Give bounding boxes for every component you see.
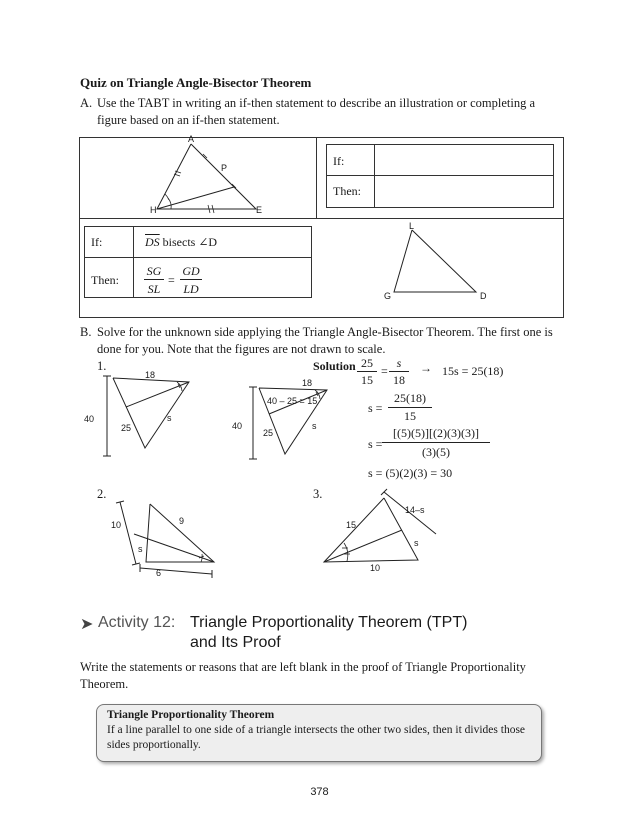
b3-s-label: s <box>414 538 419 548</box>
table-column-divider <box>316 137 317 219</box>
b3-bottom-label: 10 <box>370 563 381 573</box>
vertex-l-label: L <box>409 221 415 231</box>
arrow-icon: → <box>420 361 432 375</box>
box1-if-answer-field[interactable] <box>380 150 548 170</box>
sol-frac2-num: s <box>396 356 402 370</box>
box1-then-label: Then: <box>333 184 361 198</box>
activity-intro-line2: Theorem. <box>80 677 129 691</box>
sol-frac2-den: 18 <box>393 373 405 387</box>
sol-step3-num: [(5)(5)][(2)(3)(3)] <box>393 426 479 440</box>
activity-arrow-icon: ➤ <box>80 616 94 633</box>
sol-frac1-num: 25 <box>361 356 373 370</box>
activity-title-line1: Triangle Proportionality Theorem (TPT) <box>190 614 468 631</box>
vertex-h-label: H <box>150 205 157 215</box>
activity-title-line2: and Its Proof <box>190 634 281 651</box>
frac-ld: LD <box>183 282 199 296</box>
b3-top-label: 14–s <box>405 505 425 515</box>
frac-sg: SG <box>146 264 162 278</box>
b1b-s-label: s <box>312 421 317 431</box>
triangle-lgd-figure <box>380 224 490 296</box>
callout-title: Triangle Proportionality Theorem <box>107 709 275 721</box>
frac-sl: SL <box>147 282 161 296</box>
b2-bottom-label: 6 <box>156 568 162 578</box>
sol-s-eq-2: s = <box>368 437 383 451</box>
problem2-figure <box>112 494 222 578</box>
b1b-segment-label: 40 – 25 = 15 <box>267 396 318 406</box>
b1a-s-label: s <box>167 413 172 423</box>
vertex-a-label: A <box>188 134 195 144</box>
problem1-figure-a <box>95 370 205 460</box>
item-3-number: 3. <box>313 487 323 501</box>
box2-row-divider <box>84 257 312 258</box>
bisects-text: bisects ∠D <box>162 235 218 249</box>
frac-gd: GD <box>182 264 200 278</box>
item-1-number: 1. <box>97 359 107 373</box>
problem1-figure-b <box>245 382 345 462</box>
vertex-g-label: G <box>384 291 392 301</box>
sol-final: s = (5)(2)(3) = 30 <box>368 466 453 480</box>
part-a-line2: figure based on an if-then statement. <box>97 113 280 127</box>
box2-if-label: If: <box>91 235 103 249</box>
vertex-d-label: D <box>480 291 487 301</box>
b2-right-label: 9 <box>179 516 185 526</box>
vertex-e-label: E <box>256 205 263 215</box>
part-b-line1: Solve for the unknown side applying the Triangle Angle-Bisector Theorem. The first one is <box>97 325 553 339</box>
sol-step3-bar <box>382 442 490 443</box>
sol-step2-num: 25(18) <box>394 391 426 405</box>
triangle-ahe-figure <box>140 132 300 218</box>
b1a-top-label: 18 <box>145 370 156 380</box>
page-number: 378 <box>310 786 329 798</box>
vertex-p-label: P <box>221 163 228 173</box>
b2-left-label: 10 <box>111 520 122 530</box>
b2-s-label: s <box>138 544 143 554</box>
box2-if-statement <box>145 235 217 250</box>
solution-label: Solution <box>313 359 356 373</box>
sol-frac1-bar <box>357 371 377 372</box>
part-a-marker: A. <box>80 96 93 110</box>
box1-row-divider <box>326 175 554 176</box>
b1b-inner-label: 25 <box>263 428 274 438</box>
box1-if-label: If: <box>333 154 345 168</box>
b1b-top-label: 18 <box>302 378 313 388</box>
sol-step2-den: 15 <box>404 409 416 423</box>
part-b-line2: done for you. Note that the figures are not drawn to scale. <box>97 342 386 356</box>
sol-step2-bar <box>388 407 432 408</box>
segment-ds: $\overline{DS}$ <box>145 235 160 249</box>
sol-frac2-bar <box>389 371 409 372</box>
b1b-left-label: 40 <box>232 421 243 431</box>
box2-equals: = <box>168 273 175 287</box>
quiz-title: Quiz on Triangle Angle-Bisector Theorem <box>80 75 312 90</box>
frac2-bar <box>180 279 202 280</box>
sol-eq1: = <box>381 364 388 378</box>
activity-intro-line1: Write the statements or reasons that are left blank in the proof of Triangle Proportionality <box>80 660 526 674</box>
callout-line2: sides proportionally. <box>107 739 201 751</box>
b1a-left-label: 40 <box>84 414 95 424</box>
b1a-inner-label: 25 <box>121 423 132 433</box>
item-2-number: 2. <box>97 487 107 501</box>
part-b-marker: B. <box>80 325 92 339</box>
problem3-figure <box>318 488 438 566</box>
part-a-line1: Use the TABT in writing an if-then statement to describe an illustration or completing a <box>97 96 536 110</box>
sol-result1: 15s = 25(18) <box>442 364 504 378</box>
box1-then-answer-field[interactable] <box>380 180 548 200</box>
box2-column-divider <box>133 226 134 298</box>
box2-then-label: Then: <box>91 273 119 287</box>
frac1-bar <box>144 279 164 280</box>
callout-line1: If a line parallel to one side of a triangle intersects the other two sides, then it divides those <box>107 724 526 736</box>
sol-step3-den: (3)(5) <box>422 445 450 459</box>
sol-frac1-den: 15 <box>361 373 373 387</box>
activity-label: Activity 12: <box>98 614 176 631</box>
b3-left-label: 15 <box>346 520 357 530</box>
sol-s-eq-1: s = <box>368 401 383 415</box>
box1-column-divider <box>374 144 375 208</box>
table-divider <box>79 218 564 219</box>
